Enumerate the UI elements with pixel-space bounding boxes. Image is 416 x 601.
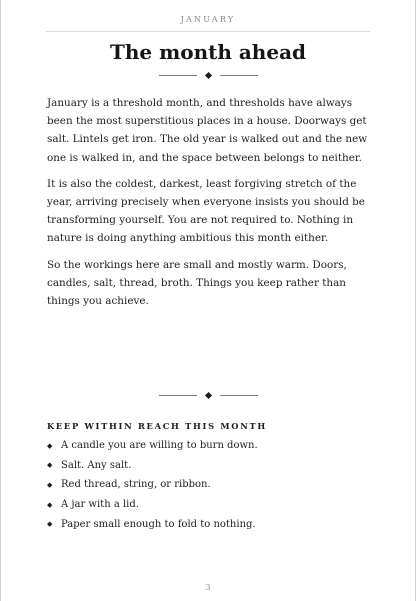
ornament-line-left — [159, 75, 197, 76]
list-item-text: Paper small enough to fold to nothing. — [61, 518, 256, 530]
list-item-text: A candle you are willing to burn down. — [61, 440, 258, 452]
reach-list — [47, 436, 377, 534]
list-item — [47, 495, 377, 515]
paragraph: It is also the coldest, darkest, least forgiving stretch of the year, arriving precisely when everyone insists you should be transforming yourself. You are not required to. Nothing in nature is doing anything ambitious this month either. — [47, 177, 365, 245]
diamond-bullet-icon: ◆ — [47, 441, 53, 450]
page-edge-left — [0, 0, 1, 601]
body-text — [47, 94, 372, 318]
section-ornament-divider — [0, 390, 416, 400]
diamond-bullet-icon: ◆ — [47, 500, 53, 509]
page-number: 3 — [205, 583, 211, 592]
running-head: JANUARY — [180, 15, 236, 24]
diamond-icon — [204, 391, 211, 398]
diamond-bullet-icon: ◆ — [47, 480, 53, 489]
diamond-bullet-icon: ◆ — [47, 520, 53, 529]
ornament-line-right — [220, 395, 258, 396]
ornament-line-right — [220, 75, 258, 76]
list-item — [47, 456, 377, 476]
header-rule — [46, 31, 370, 32]
ornament-line-left — [159, 395, 197, 396]
diamond-icon — [204, 71, 211, 78]
page-title: The month ahead — [109, 40, 307, 64]
title-ornament-divider — [0, 70, 416, 80]
diamond-bullet-icon: ◆ — [47, 461, 53, 470]
list-item-text: Red thread, string, or ribbon. — [61, 479, 211, 491]
list-item — [47, 475, 377, 495]
list-item-text: A jar with a lid. — [61, 499, 139, 511]
paragraph: January is a threshold month, and thresholds have always been the most superstitious places in a house. Doorways get salt. Lintels get iron. The old year is walked out and the new one is walked in, and the space between belongs to neither. — [47, 97, 368, 164]
paragraph: So the workings here are small and mostly warm. Doors, candles, salt, thread, broth. Things you keep rather than things you achieve. — [47, 258, 347, 308]
list-item-text: Salt. Any salt. — [61, 459, 132, 471]
list-heading: KEEP WITHIN REACH THIS MONTH — [47, 421, 267, 431]
list-item — [47, 514, 377, 534]
list-item — [47, 436, 377, 456]
